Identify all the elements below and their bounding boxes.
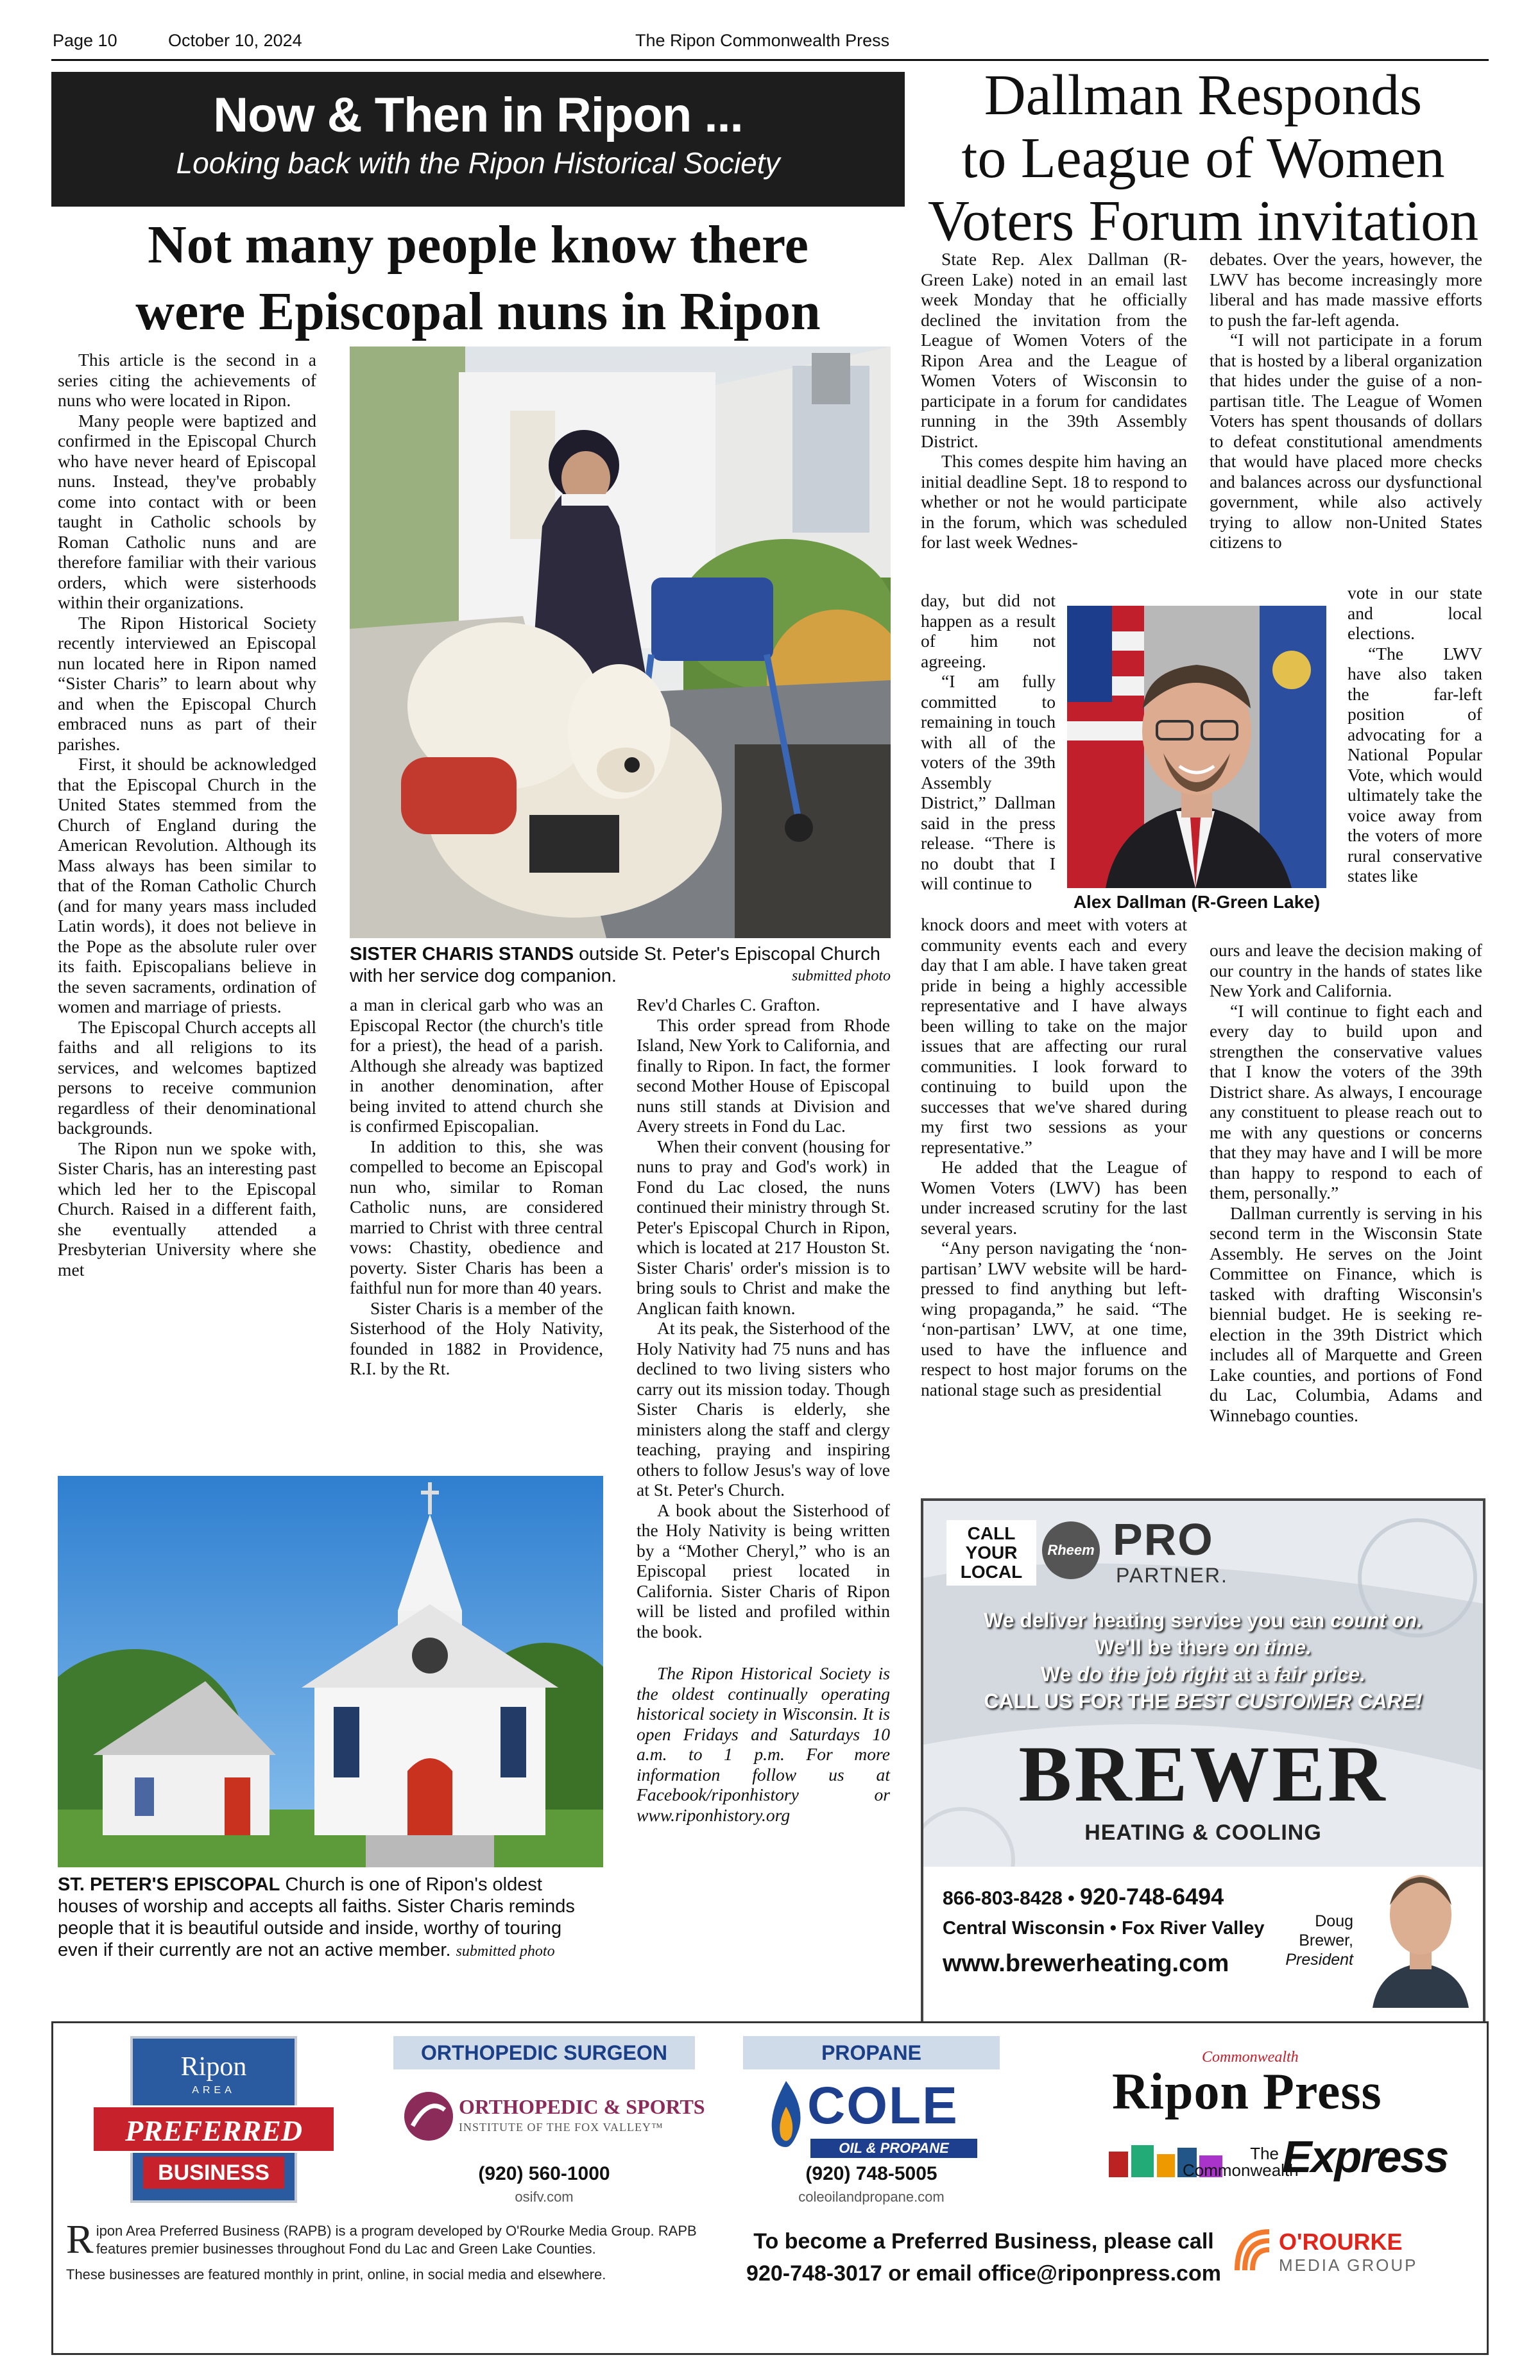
osi-phone[interactable]: (920) 560-1000 (478, 2163, 610, 2184)
paragraph: A book about the Sisterhood of the Holy Nativity is being written by a “Mother Cheryl,” who is an Episcopal priest located in California. Sister Charis of Ripon will be listed and profiled within the book. (637, 1500, 890, 1641)
paragraph: “I am fully committed to remaining in touch with all of the voters of the 39th Assembly District,” Dallman said in the press release. “There is no doubt that I will continue to (921, 671, 1056, 893)
cole-phone[interactable]: (920) 748-5005 (805, 2163, 937, 2184)
express-logo: Express (1282, 2132, 1448, 2182)
rheem-logo: Rheem (1042, 1521, 1100, 1579)
paragraph: The Ripon nun we spoke with, Sister Charis, has an interesting past which led her to the Episcopal Church. Raised in a different faith, she eventually attended a Presbyterian University where she met (58, 1138, 316, 1280)
dallman-column-2-top (1210, 249, 1482, 552)
category-orthopedic: ORTHOPEDIC SURGEON (393, 2036, 695, 2069)
phone-1[interactable]: 866-803-8428 • (943, 1888, 1080, 1909)
ad-website[interactable]: www.brewerheating.com (943, 1950, 1229, 1977)
call-line-1: CALL (967, 1523, 1016, 1543)
photo-credit: submitted photo (456, 1943, 555, 1960)
partner-wordmark: PARTNER. (1116, 1564, 1228, 1587)
paragraph: This article is the second in a series citing the achievements of nuns who were located in Ripon. (58, 350, 316, 410)
phone-2[interactable]: 920-748-6494 (1080, 1883, 1224, 1910)
doug-brewer-photo (1366, 1860, 1475, 2008)
dallman-headline-line-1: Dallman Responds (984, 64, 1423, 127)
paragraph: The Ripon Historical Society recently interviewed an Episcopal nun located here in Ripon named “Sister Charis” to learn about why and when the Episcopal Church embraced nuns as part of their parishes. (58, 612, 316, 754)
slogan-3 (923, 1661, 1483, 1688)
pro-wordmark: PRO (1113, 1514, 1214, 1564)
photo1-caption (350, 943, 891, 987)
paragraph: This order spread from Rhode Island, New York to California, and finally to Ripon. In fact, the former second Mother House of Episcopal nuns still stands at Division and Avery streets in Fond du Lac. (637, 1014, 890, 1136)
caption-lead: SISTER CHARIS STANDS (350, 944, 574, 964)
slogan-text: We'll be there (1095, 1636, 1233, 1659)
rapb-desc-2: These businesses are featured monthly in print, online, in social media and elsewhere. (66, 2266, 606, 2282)
slogan-emphasis: do the job right (1077, 1663, 1227, 1686)
preferred-business-box (51, 2021, 1489, 2355)
paragraph: State Rep. Alex Dallman (R-Green Lake) noted in an email last week Monday that he officially declined the invitation from the League of Women Voters of the Ripon Area and the League of Women Voters of Wisconsin to participate in a forum for candidates running in the 39th Assembly District. (921, 249, 1187, 451)
paragraph: vote in our state and local elections. (1348, 583, 1482, 643)
brewer-sub: HEATING & COOLING (1084, 1820, 1322, 1845)
photo-credit: submitted photo (792, 968, 891, 984)
rapb-logo-top: Ripon (180, 2052, 247, 2082)
caption-lead: ST. PETER'S EPISCOPAL (58, 1874, 280, 1895)
slogan-emphasis: fair price. (1273, 1663, 1366, 1686)
osi-web[interactable]: osifv.com (515, 2189, 574, 2205)
rapb-desc-text: ipon Area Preferred Business (RAPB) is a program developed by O'Rourke Media Group. RAPB features premier businesses throughout Fond du Lac and Green Lake Counties. (96, 2223, 697, 2257)
paragraph: Rev'd Charles C. Grafton. (637, 995, 821, 1014)
osi-name: ORTHOPEDIC & SPORTS (459, 2095, 705, 2118)
paragraph: knock doors and meet with voters at community events each and every day that I am able. I have taken great pride in being a highly accessible representative and I have always been willing to take on the major issues that are affecting our rural communities. I look forward to continuing to build upon the successes that we've shared during my first two sessions as your representative.” (921, 914, 1187, 1157)
paragraph: The Episcopal Church accepts all faiths and all religions to its services, and welcomes baptized persons to receive communion regardless of their denominational backgrounds. (58, 1016, 316, 1138)
osi-sub: INSTITUTE OF THE FOX VALLEY™ (459, 2121, 663, 2134)
brewer-logo: BREWER (1018, 1730, 1388, 1818)
paragraph: “I will continue to fight each and every day to build upon and strengthen the conservative values that I know the voters of the 39th District share. As always, I encourage any constituent to please reach out to me with any questions or concerns that they may have and I will be more than happy to respond to each of them, personally.” (1210, 1000, 1482, 1203)
dropcap: R (66, 2216, 94, 2262)
paragraph: “Any person navigating the ‘non-partisan’ LWV website will be hard-pressed to find anything but left-wing propaganda,” he said. “The ‘non-partisan’ LWV, at one time, used to have the influence and respect to host major forums on the national stage such as presidential (921, 1238, 1187, 1400)
category-propane: PROPANE (743, 2036, 1000, 2069)
cta-line-1: To become a Preferred Business, please call (753, 2229, 1214, 2254)
church-photo (58, 1476, 603, 1867)
issue-date: October 10, 2024 (168, 31, 302, 50)
dallman-column-2-bottom (1210, 940, 1482, 1425)
ripon-press-logo: Ripon Press (1112, 2064, 1382, 2120)
person-name: Doug Brewer, (1299, 1912, 1353, 1949)
paragraph: Many people were baptized and confirmed in the Episcopal Church who have never heard of Episcopal nuns. Instead, they've probably come into contact with or been taught in Catholic schools by Roman Catholic nuns and are therefore familiar with their various orders, which were sisterhoods within their organizations. (58, 410, 316, 612)
page-number: Page 10 (53, 31, 117, 50)
nuns-column-1 (58, 350, 316, 1280)
slogan-1 (923, 1607, 1483, 1634)
the-word: The (1250, 2144, 1279, 2163)
paragraph: ours and leave the decision making of our country in the hands of states like New York and California. (1210, 940, 1482, 1000)
dallman-headline (914, 64, 1492, 253)
commonwealth-script: Commonwealth (1202, 2049, 1299, 2066)
sister-charis-photo (350, 347, 891, 938)
photo2-caption (58, 1874, 603, 1962)
cole-web[interactable]: coleoilandpropane.com (798, 2189, 945, 2205)
osi-logo-icon (403, 2091, 454, 2142)
rapb-cta[interactable] (727, 2225, 1240, 2290)
rapb-logo-ribbon: PREFERRED (92, 2105, 336, 2153)
nuns-headline-line-1: Not many people know there (148, 215, 809, 275)
slogan-text: CALL US FOR THE (984, 1690, 1174, 1713)
the-commonwealth (1183, 2144, 1299, 2180)
omg-sub: MEDIA GROUP (1279, 2256, 1418, 2275)
slogan-text: We deliver heating service you can (983, 1609, 1331, 1632)
paragraph: Sister Charis is a member of the Sisterhood of the Holy Nativity, founded in 1882 in Providence, R.I. by the Rt. (350, 1297, 603, 1378)
dallman-column-1-bottom (921, 914, 1187, 1400)
rapb-description (66, 2216, 708, 2284)
sister-charis-image (350, 347, 891, 938)
paragraph: a man in clerical garb who was an Episcopal Rector (the church's title for a priest), the head of a parish. Although she already was baptized in another denomination, after being invited to attend church she is confirmed Episcopalian. (350, 995, 603, 1136)
slogan-text: at a (1226, 1663, 1273, 1686)
dallman-photo (1067, 606, 1326, 888)
dallman-headline-line-3: Voters Forum invitation (927, 189, 1479, 253)
flame-icon (767, 2078, 805, 2148)
nuns-headline-line-2: were Episcopal nuns in Ripon (135, 282, 821, 341)
paragraph: This comes despite him having an initial deadline Sept. 18 to respond to whether or not he would participate in the forum, which was scheduled for last week Wednes- (921, 451, 1187, 552)
commonwealth-word: Commonwealth (1183, 2161, 1299, 2180)
cole-name: COLE (807, 2076, 959, 2135)
church-image (58, 1476, 603, 1867)
paragraph: “The LWV have also taken the far-left position of advocating for a National Popular Vote, which would ultimately take the voice away from the voters of more rural conservative states like (1348, 643, 1482, 886)
now-then-banner (51, 72, 905, 207)
historical-society-tagline: The Ripon Historical Society is the oldest continually operating historical society in Wisconsin. It is open Fridays and Saturdays 10 a.m. to 1 p.m. For more information follow us at Facebook/riponhistory or www.riponhistory.org (637, 1663, 890, 1825)
slogan-text: We (1040, 1663, 1077, 1686)
slogan-4 (923, 1688, 1483, 1715)
cta-line-2[interactable]: 920-748-3017 or email office@riponpress.com (746, 2261, 1221, 2286)
slogan-2 (923, 1634, 1483, 1661)
paragraph: When their convent (housing for nuns to pray and God's work) in Fond du Lac closed, the nuns continued their ministry through St. Peter's Episcopal Church in Ripon, which is located at 217 Houston St. Sister Charis' order's mission is to bring souls to Christ and make the Anglican faith known. (637, 1136, 890, 1318)
nuns-column-2 (350, 995, 603, 1379)
slogan-emphasis: BEST CUSTOMER CARE! (1174, 1690, 1423, 1713)
dallman-column-2-narrow (1348, 583, 1482, 886)
rapb-logo-area: AREA (192, 2085, 235, 2096)
ad-phones[interactable] (943, 1883, 1224, 1910)
call-your-local (946, 1520, 1036, 1586)
nuns-column-3 (637, 995, 890, 1825)
paragraph: day, but did not happen as a result of him not agreeing. (921, 590, 1056, 671)
slogan-emphasis: on time. (1233, 1636, 1312, 1659)
paragraph: At its peak, the Sisterhood of the Holy Nativity had 75 nuns and has declined to two living sisters who carry out its mission today. Though Sister Charis is elderly, she ministers along the staff and clergy teaching, praying and inspiring others to follow Jesus's way of love at St. Peter's Church. (637, 1318, 890, 1500)
paragraph: First, it should be acknowledged that the Episcopal Church in the United States stemmed from the Church of England during the American Revolution. Although its Mass always has been similar to that of the Roman Catholic Church (and for many years mass included Latin words), it does not believe in the Pope as the absolute ruler over its faith. Episcopalians believe in the seven sacraments, ordination of women and marriage of priests. (58, 754, 316, 1016)
omg-logo-icon (1231, 2225, 1276, 2277)
top-rule (51, 59, 1489, 61)
paper-name: The Ripon Commonwealth Press (635, 31, 890, 50)
omg-name: O'ROURKE (1279, 2229, 1403, 2255)
caption-text: Church is one of Ripon's oldest houses of worship and accepts all faiths. Sister Charis reminds people that it is beautiful outside and inside, worthy of touring even if their currently are not an active member. (58, 1874, 575, 1960)
dallman-column-1-top (921, 249, 1187, 552)
paragraph: “I will not participate in a forum that is hosted by a liberal organization that hides under the guise of a non-partisan title. The League of Women Voters has spent thousands of dollars to defeat constitutional amendments that would have placed more checks and balances across our dysfunctional government, while also actively trying to allow non-United States citizens to (1210, 330, 1482, 552)
banner-subtitle: Looking back with the Ripon Historical Society (176, 146, 780, 180)
paragraph: Dallman currently is serving in his second term in the Wisconsin State Assembly. He serves on the Joint Committee on Finance, which is tasked with drafting Wisconsin's biennial budget. He is seeking re-election in the 39th District which includes all of Marquette and Green Lake counties, and portions of Fond du Lac, Columbia, Adams and Winnebago counties. (1210, 1203, 1482, 1425)
nuns-headline (58, 212, 898, 345)
dallman-photo-caption: Alex Dallman (R-Green Lake) (1073, 892, 1321, 912)
dallman-headline-line-2: to League of Women (961, 126, 1445, 190)
paragraph: In addition to this, she was compelled to become an Episcopal nun who, similar to Roman Catholic nuns, are considered married to Christ with three central vows: Chastity, obedience and poverty. Sister Charis has been a faithful nun for more than 40 years. (350, 1136, 603, 1297)
brewer-heating-ad[interactable] (921, 1498, 1485, 2032)
person-title: President (1285, 1951, 1353, 1969)
cole-sub: OIL & PROPANE (810, 2139, 977, 2158)
dallman-image (1067, 606, 1326, 888)
ad-slogans (923, 1607, 1483, 1715)
call-line-3: LOCAL (960, 1562, 1023, 1582)
paragraph: He added that the League of Women Voters (LWV) has been under increased scrutiny for the last several years. (921, 1157, 1187, 1238)
dallman-column-1-narrow (921, 590, 1056, 894)
call-line-2: YOUR (965, 1543, 1018, 1562)
rapb-logo-business: BUSINESS (143, 2157, 284, 2189)
caption-text: outside St. Peter's Episcopal Church with her service dog companion. (350, 944, 880, 986)
slogan-emphasis: count on. (1330, 1609, 1423, 1632)
banner-title: Now & Then in Ripon ... (213, 88, 743, 142)
ad-region: Central Wisconsin • Fox River Valley (943, 1918, 1265, 1939)
ad-person (1270, 1912, 1353, 1969)
paragraph: debates. Over the years, however, the LWV has become increasingly more liberal and has made massive efforts to push the far-left agenda. (1210, 249, 1482, 330)
